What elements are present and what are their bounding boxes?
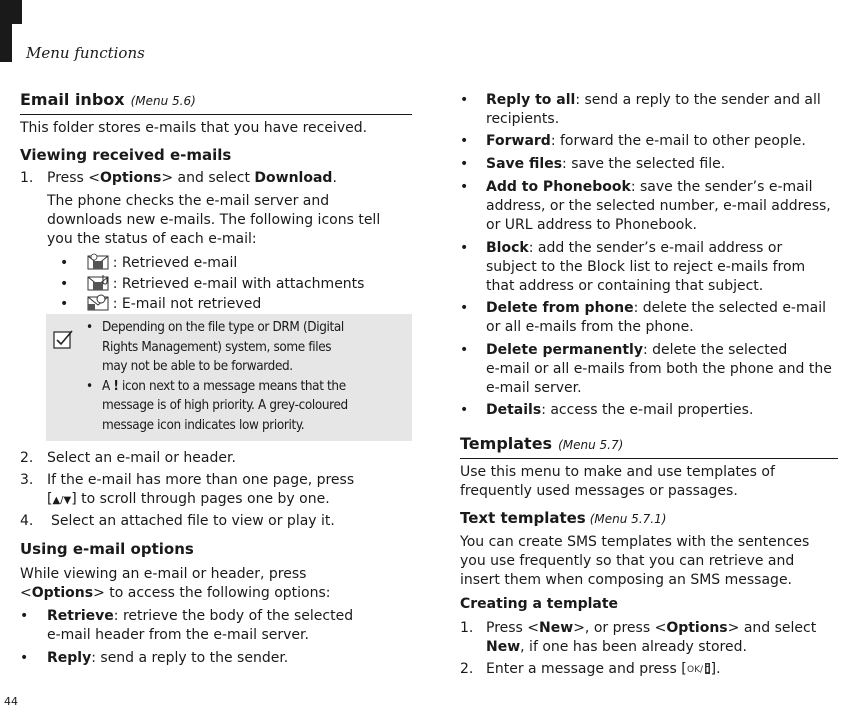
bullet: • (460, 156, 469, 172)
intro-line: frequently used messages or passages. (460, 483, 738, 499)
header-bar (0, 0, 12, 62)
options-key-label: Options (100, 170, 162, 186)
note-line: message icon indicates low priority. (102, 417, 305, 433)
step-text: ] to scroll through pages one by one. (71, 491, 330, 507)
text-templates-heading: Text templates (460, 509, 586, 527)
note-line: Depending on the file type or DRM (Digital (102, 320, 344, 335)
bullet: • (460, 300, 469, 316)
email-inbox-title (20, 90, 196, 109)
option-desc: subject to the Block list to reject e-mails from (486, 259, 806, 275)
creating-template-heading: Creating a template (460, 596, 619, 612)
desc-line: The phone checks the e-mail server and (47, 193, 330, 209)
note-line: message is of high priority. A grey-coloured (102, 398, 348, 413)
section-rule (20, 114, 412, 115)
templates-heading: Templates (460, 434, 553, 453)
bullet: • (460, 240, 469, 256)
option-desc: : save the selected file. (562, 156, 726, 172)
step-text: Press < (486, 620, 540, 636)
option-desc: recipients. (486, 111, 560, 127)
note-line: may not be able to be forwarded. (102, 359, 293, 374)
using-heading: Using e-mail options (20, 540, 194, 558)
checkbox-note-icon (53, 329, 75, 349)
step-text: > and select (727, 620, 817, 636)
desc-line: you the status of each e-mail: (47, 231, 257, 247)
envelope-retrieved-icon (87, 253, 109, 270)
email-inbox-menu-ref: (Menu 5.6) (130, 94, 196, 108)
icon-list-item (60, 253, 237, 273)
step-text: . (332, 170, 337, 186)
note-line: icon next to a message means that the (118, 378, 346, 394)
intro-line: < (20, 585, 32, 601)
option-desc: that address or containing that subject. (486, 278, 764, 294)
option-label: Add to Phonebook (486, 179, 631, 195)
option-desc: : send a reply to the sender. (91, 650, 289, 666)
option-desc: or all e-mails from the phone. (486, 319, 694, 335)
step-number: 2. (20, 450, 34, 466)
page-header-title: Menu functions (26, 44, 145, 62)
step-number: 1. (460, 620, 474, 636)
option-desc: : retrieve the body of the selected (113, 608, 354, 624)
bullet: • (460, 179, 469, 195)
icon-list-item (60, 294, 261, 314)
step-text: > and select (161, 170, 255, 186)
step-text: Select an attached file to view or play it. (51, 513, 335, 529)
option-desc: address, or the selected number, e-mail address, (486, 198, 831, 214)
new-key-label: New (539, 620, 574, 636)
viewing-step-1-desc (47, 192, 380, 249)
up-down-key-icon: ▲/▼ (52, 495, 72, 506)
option-label: Forward (486, 133, 551, 149)
text-templates-desc (460, 533, 809, 590)
step-text: [ (47, 491, 53, 507)
bullet: • (60, 296, 69, 312)
templates-menu-ref: (Menu 5.7) (558, 438, 624, 452)
text-templates-menu-ref: (Menu 5.7.1) (589, 512, 667, 526)
bullet: • (460, 342, 469, 358)
icon-item-text: : Retrieved e-mail (112, 255, 238, 271)
bullet: • (20, 650, 29, 666)
email-inbox-heading: Email inbox (20, 90, 125, 109)
desc-line: downloads new e-mails. The following icons tell (47, 212, 381, 228)
icon-list-item (60, 274, 364, 294)
text-templates-title (460, 509, 666, 527)
step-number: 1. (20, 170, 34, 186)
option-label: Reply (47, 650, 92, 666)
ok-i-key-icon (687, 662, 711, 675)
option-desc: : send a reply to the sender and all (575, 92, 821, 108)
new-key-label: New (486, 639, 521, 655)
bullet: • (60, 255, 69, 271)
page-number: 44 (4, 695, 18, 708)
bullet: • (460, 402, 469, 418)
option-desc: e-mail server. (486, 380, 582, 396)
option-desc: : forward the e-mail to other people. (550, 133, 806, 149)
step-number: 2. (460, 661, 474, 677)
desc-line: You can create SMS templates with the sentences (460, 534, 810, 550)
bullet: • (60, 276, 69, 292)
step-text: , if one has been already stored. (520, 639, 747, 655)
templates-title (460, 434, 623, 453)
step-text: Press < (47, 170, 101, 186)
intro-line: Use this menu to make and use templates of (460, 464, 775, 480)
option-desc: e-mail header from the e-mail server. (47, 627, 309, 643)
option-desc: : access the e-mail properties. (541, 402, 754, 418)
option-label: Retrieve (47, 608, 114, 624)
icon-item-text: : E-mail not retrieved (112, 296, 262, 312)
bullet: • (20, 608, 29, 624)
option-label: Save files (486, 156, 563, 172)
note-text (84, 318, 410, 435)
intro-line: > to access the following options: (93, 585, 331, 601)
priority-mark: ! (113, 378, 119, 394)
option-desc: : save the sender’s e-mail (630, 179, 813, 195)
envelope-not-retrieved-icon (87, 294, 109, 311)
icon-item-text: : Retrieved e-mail with attachments (112, 276, 365, 292)
viewing-heading: Viewing received e-mails (20, 146, 232, 164)
note-item (84, 318, 410, 377)
step-text: >, or press < (573, 620, 667, 636)
step-text: If the e-mail has more than one page, press (47, 472, 355, 488)
desc-line: you use frequently so that you can retrieve and (460, 553, 795, 569)
bullet: • (86, 378, 93, 394)
option-desc: e-mail or all e-mails from both the phone and the (486, 361, 832, 377)
option-label: Delete permanently (486, 342, 643, 358)
header-mark (12, 0, 22, 24)
step-number: 3. (20, 472, 34, 488)
note-item (84, 377, 410, 436)
option-desc: or URL address to Phonebook. (486, 217, 697, 233)
option-desc: : add the sender’s e-mail address or (528, 240, 783, 256)
option-label: Block (486, 240, 529, 256)
bullet: • (460, 133, 469, 149)
desc-line: insert them when composing an SMS message. (460, 572, 793, 588)
option-desc: : delete the selected e-mail (633, 300, 826, 316)
download-label: Download (254, 170, 333, 186)
step-number: 4. (20, 513, 34, 529)
option-label: Details (486, 402, 542, 418)
step-text: ]. (710, 661, 721, 677)
step-text: Select an e-mail or header. (47, 450, 236, 466)
option-label: Reply to all (486, 92, 576, 108)
options-key-label: Options (666, 620, 728, 636)
templates-intro (460, 463, 775, 501)
bullet: • (460, 92, 469, 108)
envelope-attachment-icon (87, 274, 109, 291)
note-box (46, 314, 412, 441)
section-rule (460, 458, 838, 459)
option-desc: : delete the selected (642, 342, 788, 358)
note-line: Rights Management) system, some files (102, 339, 332, 355)
bullet: • (86, 320, 93, 335)
options-key-label: Options (31, 585, 94, 601)
intro-line: While viewing an e-mail or header, press (20, 566, 307, 582)
email-inbox-intro: This folder stores e-mails that you have received. (20, 120, 368, 136)
using-intro (20, 565, 330, 603)
step-text: Enter a message and press [ (486, 661, 687, 677)
option-label: Delete from phone (486, 300, 634, 316)
note-line: A (102, 378, 114, 394)
svg-text:OK/: OK/ (686, 665, 703, 675)
